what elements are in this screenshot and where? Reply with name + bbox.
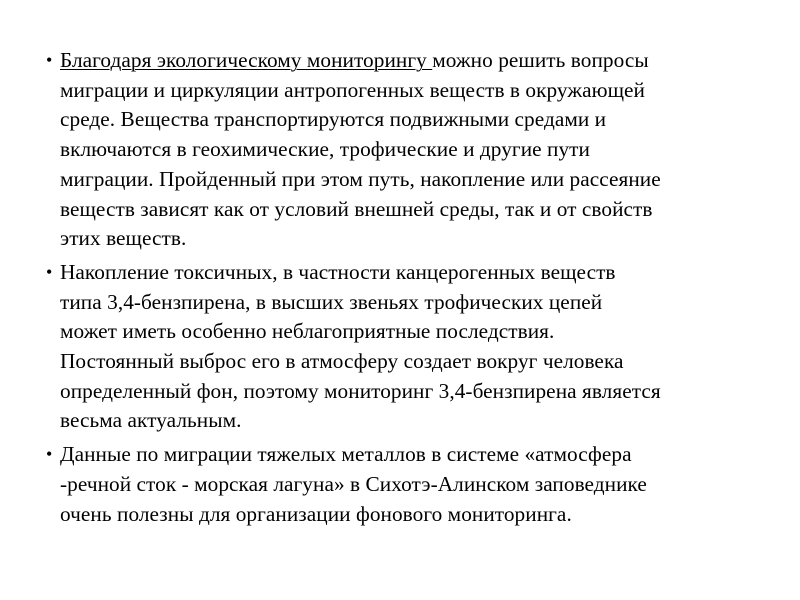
- text-line: Данные по миграции тяжелых металлов в системе «атмосфера: [60, 442, 632, 467]
- text-line: миграции и циркуляции антропогенных веществ в окружающей: [60, 77, 645, 102]
- text-line: включаются в геохимические, трофические и другие пути: [60, 137, 590, 162]
- text-line: этих веществ.: [60, 226, 187, 251]
- bullet-item-benzpyrene: [46, 258, 766, 436]
- text-fragment: можно решить вопросы: [432, 48, 649, 72]
- text-line: веществ зависят как от условий внешней среды, так и от свойств: [60, 196, 653, 221]
- bullet-icon: •: [46, 50, 53, 70]
- underlined-phrase: Благодаря экологическому мониторингу: [60, 48, 433, 72]
- text-line: весьма актуальным.: [60, 408, 242, 433]
- text-line: очень полезны для организации фонового мониторинга.: [60, 501, 572, 526]
- bullet-item-ecological-monitoring: [46, 46, 766, 254]
- slide-content: [46, 46, 766, 533]
- text-line: среде. Вещества транспортируются подвижными средами и: [60, 107, 607, 132]
- bullet-icon: •: [46, 444, 53, 465]
- text-line: -речной сток - морская лагуна» в Сихотэ-Алинском заповеднике: [60, 471, 647, 496]
- text-line: Накопление токсичных, в частности канцерогенных веществ: [60, 259, 616, 284]
- bullet-icon: •: [46, 261, 53, 282]
- text-line: Постоянный выброс его в атмосферу создает вокруг человека: [60, 349, 624, 374]
- text-line: может иметь особенно неблагоприятные последствия.: [60, 319, 555, 344]
- text-line: типа 3,4-бензпирена, в высших звеньях трофических цепей: [60, 289, 603, 314]
- text-line: миграции. Пройденный при этом путь, накопление или рассеяние: [60, 166, 661, 191]
- bullet-list: [46, 46, 766, 529]
- text-line: [60, 46, 766, 76]
- text-line: определенный фон, поэтому мониторинг 3,4-бензпирена является: [60, 378, 661, 403]
- bullet-item-heavy-metals: [46, 440, 766, 529]
